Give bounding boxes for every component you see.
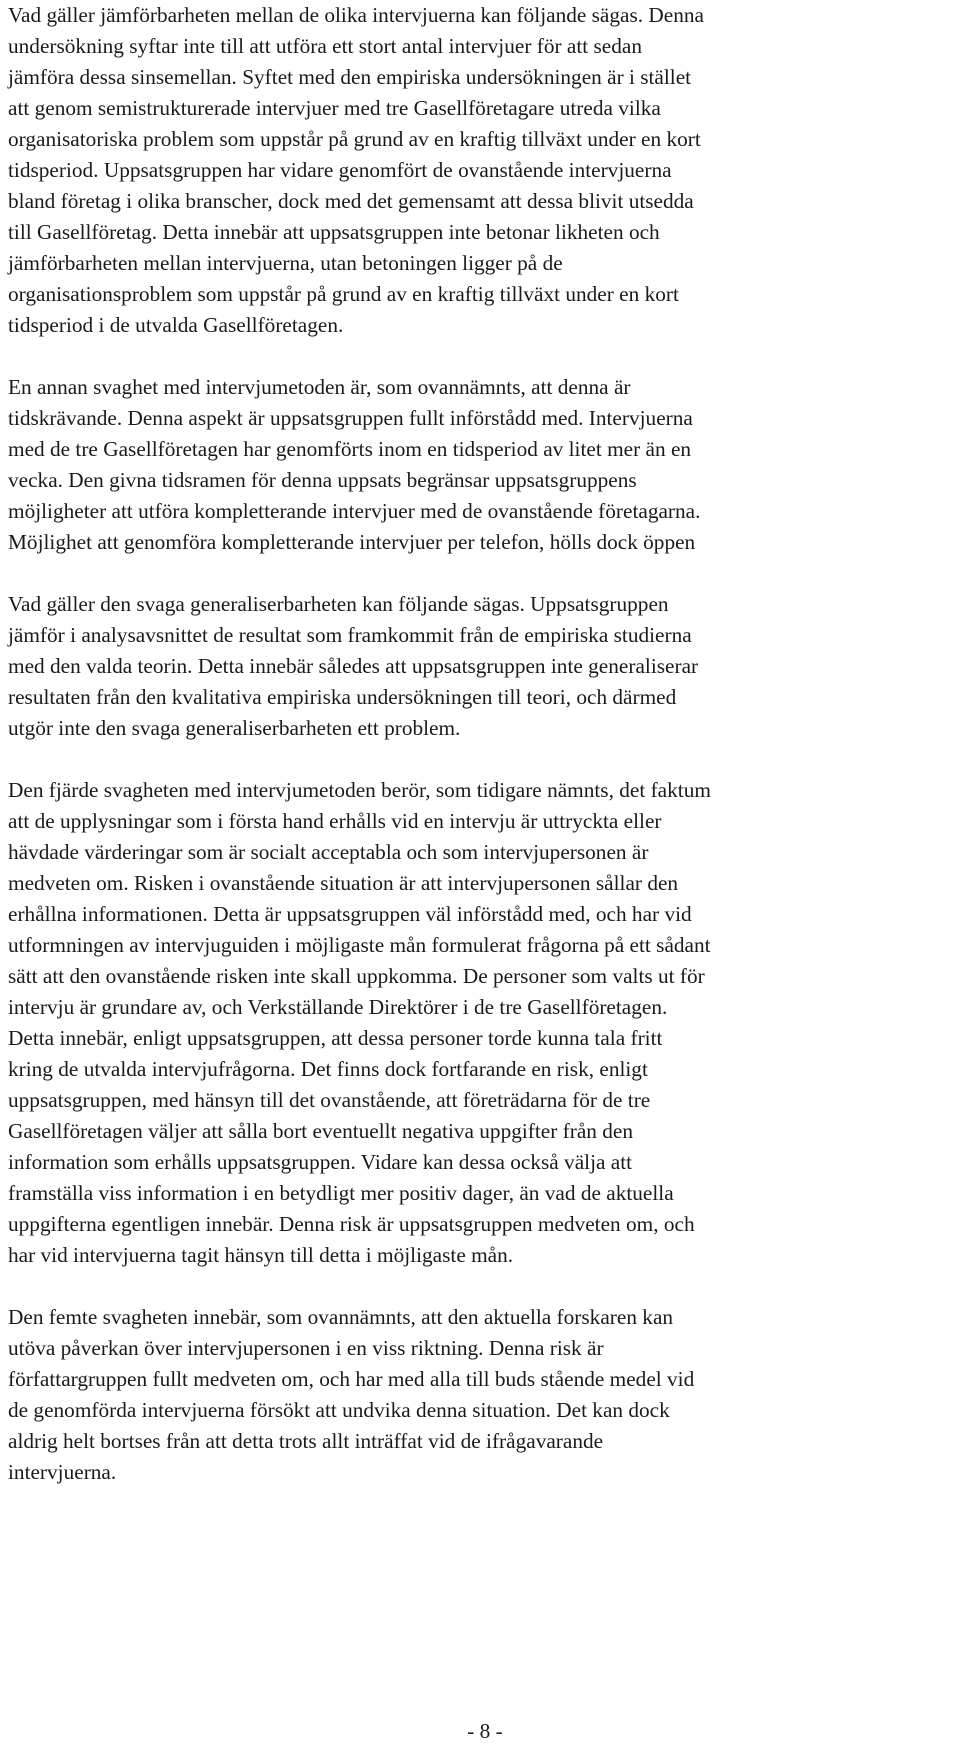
text-line: resultaten från den kvalitativa empiriska undersökningen till teori, och därmed [8,685,677,709]
text-line: aldrig helt bortses från att detta trots allt inträffat vid de ifrågavarande [8,1429,604,1453]
text-line: intervju är grundare av, och Verkställande Direktörer i de tre Gasellföretagen. [8,995,668,1019]
text-line: undersökning syftar inte till att utföra ett stort antal intervjuer för att sedan [8,34,642,58]
text-line: kring de utvalda intervjufrågorna. Det finns dock fortfarande en risk, enligt [8,1057,648,1081]
text-line: de genomförda intervjuerna försökt att undvika denna situation. Det kan dock [8,1398,670,1422]
text-line: uppgifterna egentligen innebär. Denna risk är uppsatsgruppen medveten om, och [8,1212,695,1236]
text-line: jämförbarheten mellan intervjuerna, utan betoningen ligger på de [8,251,563,275]
text-line: med den valda teorin. Detta innebär således att uppsatsgruppen inte generaliserar [8,654,699,678]
text-line: framställa viss information i en betydligt mer positiv dager, än vad de aktuella [8,1181,674,1205]
text-line: organisationsproblem som uppstår på grund av en kraftig tillväxt under en kort [8,282,679,306]
paragraph-generalizability [8,589,948,744]
text-line: Den fjärde svagheten med intervjumetoden berör, som tidigare nämnts, det faktum [8,778,711,802]
text-line: till Gasellföretag. Detta innebär att uppsatsgruppen inte betonar likheten och [8,220,660,244]
text-line: tidsperiod i de utvalda Gasellföretagen. [8,313,344,337]
text-line: Gasellföretagen väljer att sålla bort eventuellt negativa uppgifter från den [8,1119,634,1143]
text-line: jämför i analysavsnittet de resultat som framkommit från de empiriska studierna [8,623,692,647]
text-line: med de tre Gasellföretagen har genomförts inom en tidsperiod av litet mer än en [8,437,692,461]
text-line: intervjuerna. [8,1460,117,1484]
text-line: Den femte svagheten innebär, som ovannämnts, att den aktuella forskaren kan [8,1305,674,1329]
text-line: sätt att den ovanstående risken inte skall uppkomma. De personer som valts ut för [8,964,705,988]
paragraph-gap [8,558,948,589]
text-line: tidsperiod. Uppsatsgruppen har vidare genomfört de ovanstående intervjuerna [8,158,672,182]
text-line: Vad gäller den svaga generaliserbarheten kan följande sägas. Uppsatsgruppen [8,592,669,616]
text-line: att genom semistrukturerade intervjuer med tre Gasellföretagare utreda vilka [8,96,661,120]
paragraph-time-consuming [8,372,948,558]
text-line: Detta innebär, enligt uppsatsgruppen, att dessa personer torde kunna tala fritt [8,1026,663,1050]
text-line: att de upplysningar som i första hand erhålls vid en intervju är uttryckta eller [8,809,662,833]
text-line: utgör inte den svaga generaliserbarheten ett problem. [8,716,461,740]
text-line: information som erhålls uppsatsgruppen. Vidare kan dessa också välja att [8,1150,633,1174]
text-line: bland företag i olika branscher, dock med det gemensamt att dessa blivit utsedda [8,189,694,213]
text-line: erhållna informationen. Detta är uppsatsgruppen väl införstådd med, och har vid [8,902,692,926]
paragraph-comparability [8,0,948,341]
page-number: - 8 - [467,1719,503,1743]
paragraph-fifth-weakness [8,1302,948,1488]
text-line: har vid intervjuerna tagit hänsyn till detta i möjligaste mån. [8,1243,514,1267]
text-line: En annan svaghet med intervjumetoden är, som ovannämnts, att denna är [8,375,631,399]
body-text [8,0,948,1488]
text-line: Möjlighet att genomföra kompletterande intervjuer per telefon, hölls dock öppen [8,530,696,554]
text-line: uppsatsgruppen, med hänsyn till det ovanstående, att företrädarna för de tre [8,1088,651,1112]
text-line: utöva påverkan över intervjupersonen i en viss riktning. Denna risk är [8,1336,604,1360]
text-line: organisatoriska problem som uppstår på grund av en kraftig tillväxt under en kort [8,127,701,151]
paragraph-gap [8,1271,948,1302]
text-line: författargruppen fullt medveten om, och har med alla till buds stående medel vid [8,1367,695,1391]
text-line: utformningen av intervjuguiden i möjligaste mån formulerat frågorna på ett sådant [8,933,711,957]
text-line: medveten om. Risken i ovanstående situation är att intervjupersonen sållar den [8,871,679,895]
text-line: Vad gäller jämförbarheten mellan de olika intervjuerna kan följande sägas. Denna [8,3,705,27]
text-line: jämföra dessa sinsemellan. Syftet med den empiriska undersökningen är i stället [8,65,692,89]
text-line: möjligheter att utföra kompletterande intervjuer med de ovanstående företagarna. [8,499,701,523]
text-line: hävdade värderingar som är socialt acceptabla och som intervjupersonen är [8,840,649,864]
paragraph-gap [8,341,948,372]
paragraph-gap [8,744,948,775]
text-line: vecka. Den givna tidsramen för denna uppsats begränsar uppsatsgruppens [8,468,637,492]
text-line: tidskrävande. Denna aspekt är uppsatsgruppen fullt införstådd med. Intervjuerna [8,406,693,430]
paragraph-fourth-weakness [8,775,948,1271]
